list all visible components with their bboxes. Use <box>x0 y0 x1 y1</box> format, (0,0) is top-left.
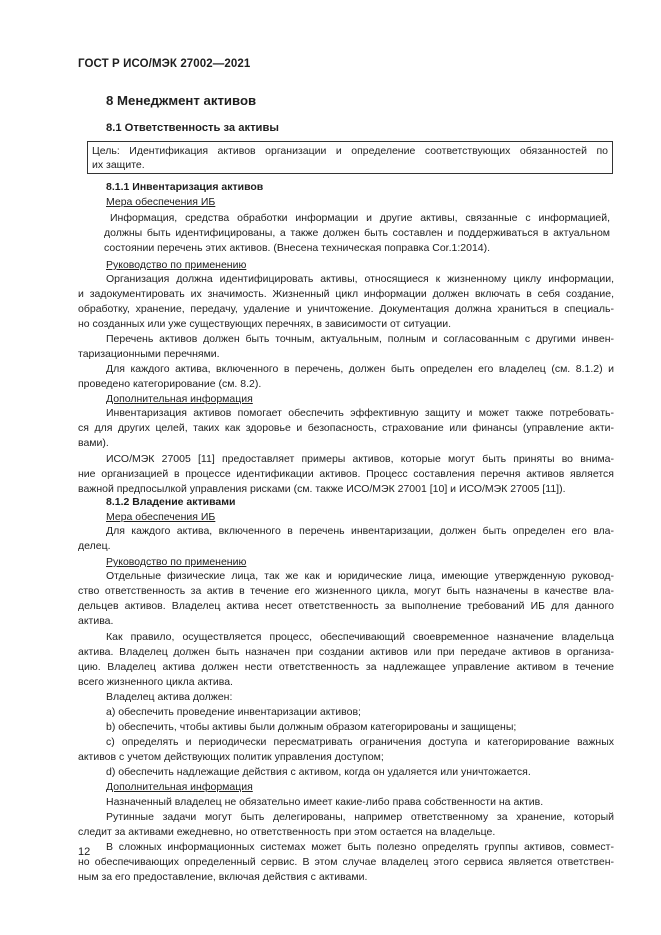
paragraph-line: делец. <box>78 540 111 552</box>
paragraph-line: и задокументировать их значимость. Жизненный цикл информации должен включать в себя создание, <box>78 288 614 300</box>
paragraph-line: обработку, хранение, передачу, удаление и уничтожение. Документация должна храниться в специаль- <box>78 303 614 315</box>
paragraph-line: ние организацией в процессе идентификации активов. Процесс составления перечня активов является <box>78 468 614 480</box>
paragraph-line: но обеспечивающих определенный сервис. В этом случае владелец этого сервиса является ответствен- <box>78 856 614 868</box>
clause-label: Руководство по применению <box>106 259 247 271</box>
paragraph-line: Назначенный владелец не обязательно имеет какие-либо права собственности на актив. <box>106 796 544 808</box>
paragraph-line: ным за его предоставление, включая действия с активами. <box>78 871 368 883</box>
clause-label: Дополнительная информация <box>106 393 253 405</box>
paragraph-line: следит за активами ежедневно, но ответственность при этом остается на владельце. <box>78 826 496 838</box>
control-text-line: должны быть идентифицированы, а также должен быть составлен и поддерживаться в актуальном <box>104 227 610 239</box>
subsection-heading: 8.1.2 Владение активами <box>106 496 236 508</box>
paragraph-line: таризационными перечнями. <box>78 348 220 360</box>
paragraph-line: важной предпосылкой управления рисками (см. также ИСО/МЭК 27001 [10] и ИСО/МЭК 27005 [11]). <box>78 483 566 495</box>
paragraph-line: дельцев активов. Владелец актива несет ответственность за выполнение требований ИБ для данного <box>78 600 614 612</box>
paragraph-line: Инвентаризация активов помогает обеспечить эффективную защиту и может также потребовать- <box>106 407 614 419</box>
paragraph-line: Перечень активов должен быть точным, актуальным, полным и согласованным с другими инвен- <box>106 333 614 345</box>
goal-text-line: Цель: Идентификация активов организации и определение соответствующих обязанностей по <box>92 145 608 157</box>
control-text-line: Информация, средства обработки информации и другие активы, связанные с информацией, <box>110 212 610 224</box>
paragraph-line: Как правило, осуществляется процесс, обеспечивающий своевременное назначение владельца <box>106 631 614 643</box>
list-item: d) обеспечить надлежащие действия с активом, когда он удаляется или уничтожается. <box>106 766 531 778</box>
clause-label: Руководство по применению <box>106 556 247 568</box>
list-item: b) обеспечить, чтобы активы были должным образом категорированы и защищены; <box>106 721 517 733</box>
paragraph-line: Владелец актива должен: <box>106 691 233 703</box>
paragraph-line: Отдельные физические лица, так же как и юридические лица, имеющие утвержденную руковод- <box>106 570 614 582</box>
section-title: 8 Менеджмент активов <box>106 93 257 108</box>
clause-label: Мера обеспечения ИБ <box>106 196 216 208</box>
paragraph-line: В сложных информационных системах может быть полезно определять группы активов, совмест- <box>106 841 614 853</box>
paragraph-line: актива. <box>78 615 114 627</box>
subsection-title: 8.1 Ответственность за активы <box>106 122 279 134</box>
control-text-line: состоянии перечень этих активов. (Внесена техническая поправка Cor.1:2014). <box>104 242 491 254</box>
paragraph-line: ство ответственность за актив в течение его жизненного цикла, могут быть назначены в качестве вла- <box>78 585 614 597</box>
paragraph-line: всего жизненного цикла актива. <box>78 676 233 688</box>
paragraph-line: но созданных или уже существующих перечнях, в зависимости от ситуации. <box>78 318 452 330</box>
paragraph-line: цию. Владелец актива должен нести ответственность за надлежащее управление активом в течение <box>78 661 614 673</box>
paragraph-line: ся для других целей, таких как здоровье и безопасность, страхование или финансы (управление акти- <box>78 422 614 434</box>
paragraph-line: актива. Владелец должен быть назначен при создании активов или при передаче активов в организа- <box>78 646 614 658</box>
subsection-heading: 8.1.1 Инвентаризация активов <box>106 181 264 193</box>
list-item: активов с учетом действующих политик управления доступом; <box>78 751 384 763</box>
clause-label: Дополнительная информация <box>106 781 253 793</box>
paragraph-line: Организация должна идентифицировать активы, относящиеся к жизненному циклу информации, <box>106 273 614 285</box>
goal-text-line: их защите. <box>92 159 145 171</box>
paragraph-line: Для каждого актива, включенного в перечень инвентаризации, должен быть определен его вла- <box>106 525 614 537</box>
paragraph-line: Рутинные задачи могут быть делегированы, например ответственному за хранение, который <box>106 811 614 823</box>
page-number: 12 <box>78 846 91 858</box>
document-header: ГОСТ Р ИСО/МЭК 27002—2021 <box>78 58 251 70</box>
paragraph-line: вами). <box>78 437 109 449</box>
list-item: c) определять и периодически пересматривать ограничения доступа и категорирование важных <box>106 736 614 748</box>
paragraph-line: проведено категорирование (см. 8.2). <box>78 378 262 390</box>
clause-label: Мера обеспечения ИБ <box>106 511 216 523</box>
paragraph-line: Для каждого актива, включенного в перечень, должен быть определен его владелец (см. 8.1.2) и <box>106 363 614 375</box>
paragraph-line: ИСО/МЭК 27005 [11] предоставляет примеры активов, которые могут быть приняты во внима- <box>106 453 614 465</box>
list-item: a) обеспечить проведение инвентаризации активов; <box>106 706 361 718</box>
